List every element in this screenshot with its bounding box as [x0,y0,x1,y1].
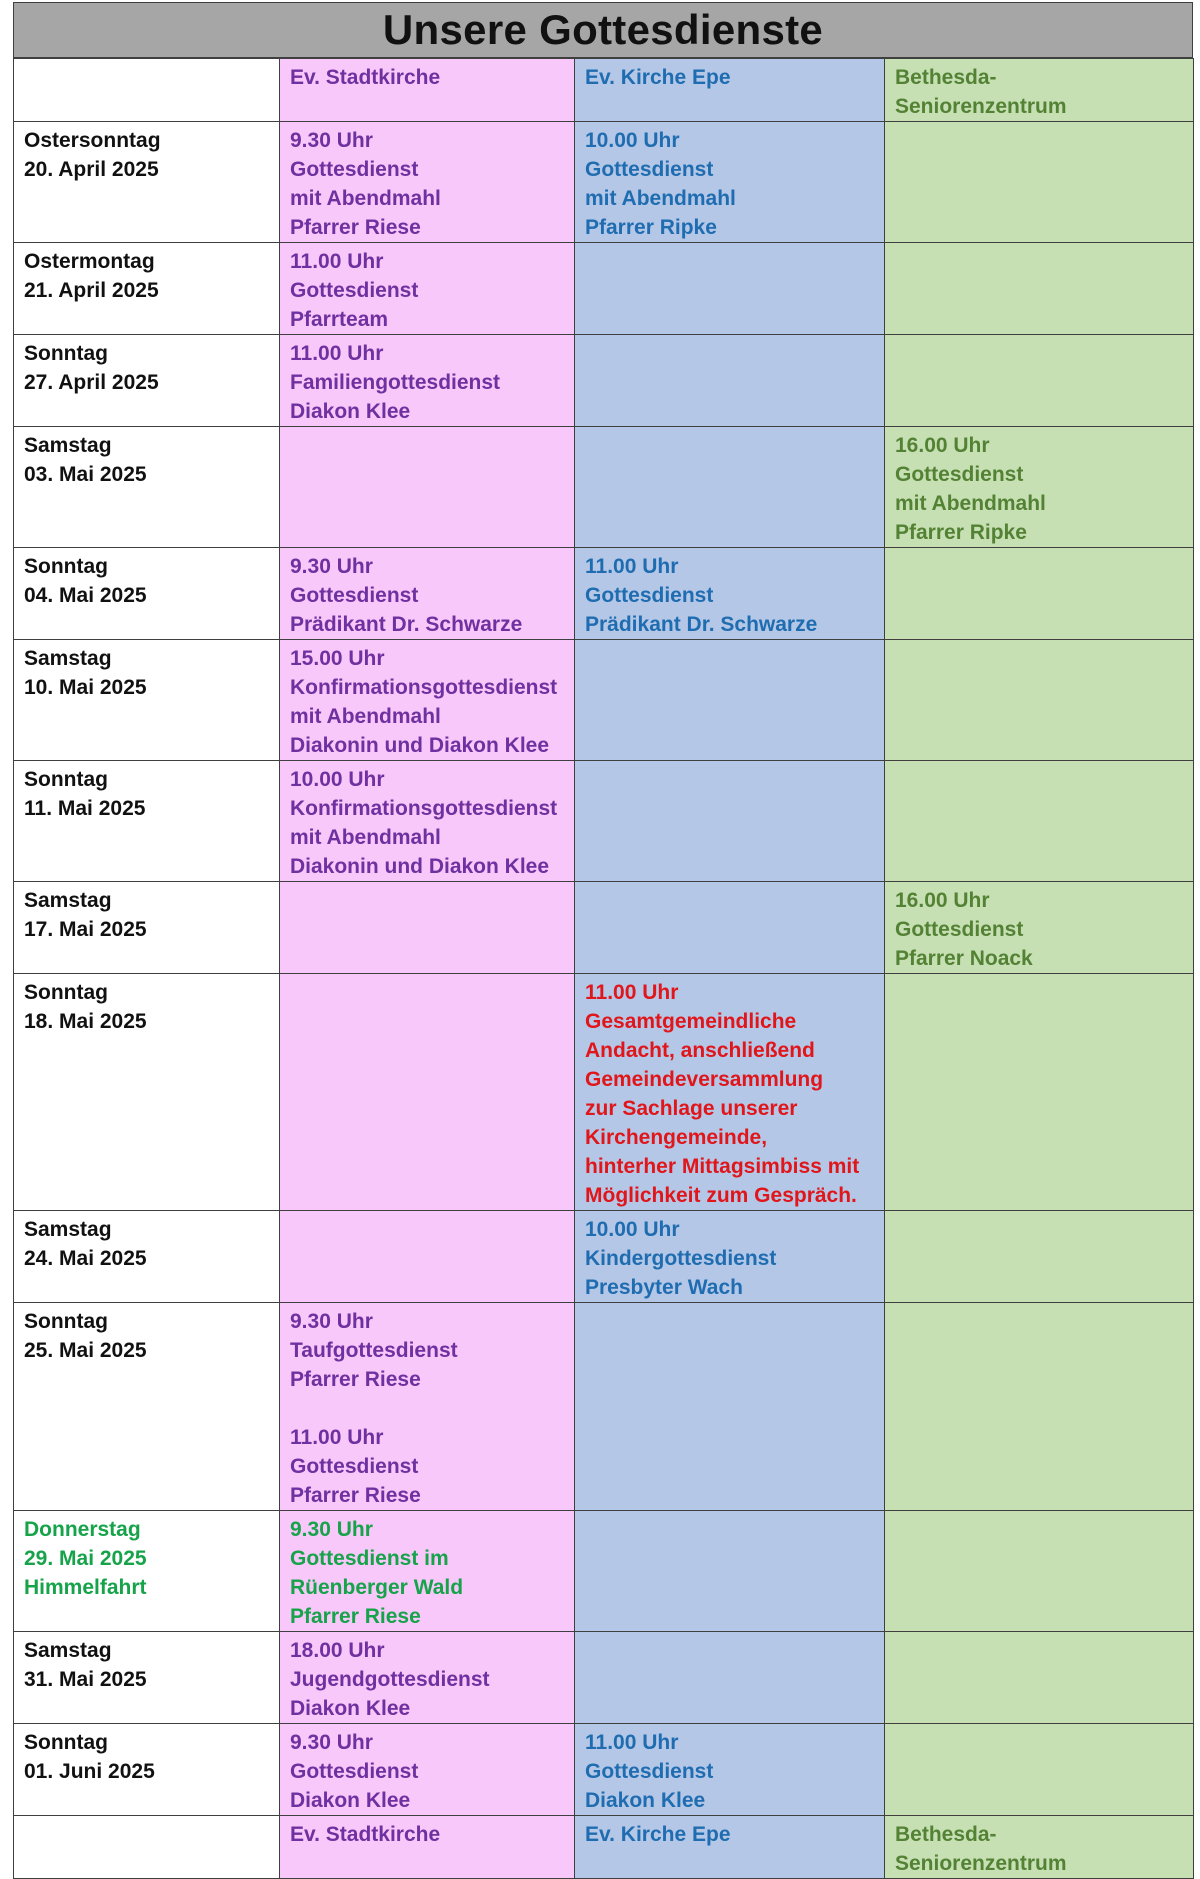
service-entry-line: Pfarrer Ripke [585,216,717,239]
service-entry-line: Prädikant Dr. Schwarze [585,613,818,636]
date-line: 17. Mai 2025 [24,918,147,941]
footer-bethesda [885,1816,1194,1879]
service-entry-line: Pfarrer Ripke [895,521,1027,544]
stadtkirche-cell [280,1632,575,1724]
service-entry-line: 16.00 Uhr [895,889,990,912]
date-cell [14,640,280,761]
service-entry-line: Gottesdienst [895,918,1024,941]
service-entry-line: Gemeindeversammlung [585,1068,824,1091]
service-entry-line: Rüenberger Wald [290,1576,464,1599]
service-entry-line: 9.30 Uhr [290,1310,373,1333]
epe-cell [575,1211,885,1303]
date-cell [14,1303,280,1511]
service-entry-line: 9.30 Uhr [290,1731,373,1754]
service-entry-line: Gottesdienst [585,158,714,181]
service-entry-line: 9.30 Uhr [290,129,373,152]
service-entry-line: 10.00 Uhr [585,1218,680,1241]
service-entry-line: mit Abendmahl [290,826,441,849]
epe-cell [575,974,885,1211]
date-line: Sonntag [24,1731,108,1754]
date-line: Samstag [24,434,112,457]
schedule-row [14,1632,1194,1724]
bethesda-cell [885,335,1194,427]
epe-cell [575,761,885,882]
date-line: 04. Mai 2025 [24,584,147,607]
date-line: 20. April 2025 [24,158,159,181]
schedule-row [14,548,1194,640]
date-line: Samstag [24,889,112,912]
bethesda-cell [885,1724,1194,1816]
service-entry-line: Pfarrteam [290,308,389,331]
schedule-row [14,122,1194,243]
date-line: 10. Mai 2025 [24,676,147,699]
date-line: Sonntag [24,1310,108,1333]
date-cell [14,1511,280,1632]
service-entry-line: mit Abendmahl [895,492,1046,515]
stadtkirche-cell [280,974,575,1211]
epe-cell [575,1632,885,1724]
service-entry-line: Prädikant Dr. Schwarze [290,613,523,636]
stadtkirche-cell [280,1303,575,1511]
service-entry-line: Presbyter Wach [585,1276,743,1299]
stadtkirche-cell [280,243,575,335]
service-entry-line: Kirchengemeinde, [585,1126,768,1149]
service-entry-line: mit Abendmahl [585,187,736,210]
date-line: 21. April 2025 [24,279,159,302]
footer-epe [575,1816,885,1879]
bethesda-cell [885,548,1194,640]
date-cell [14,974,280,1211]
footer-row [14,1816,1194,1879]
epe-cell [575,427,885,548]
schedule-row [14,1211,1194,1303]
date-cell [14,427,280,548]
service-entry-line: Gottesdienst [585,584,714,607]
epe-cell [575,1303,885,1511]
stadtkirche-cell [280,1211,575,1303]
bethesda-cell [885,243,1194,335]
footer-bethesda-label-2: Seniorenzentrum [895,1852,1067,1875]
service-entry-line: Gottesdienst [290,279,419,302]
date-cell [14,548,280,640]
header-bethesda-label-2: Seniorenzentrum [895,95,1067,118]
date-cell [14,1211,280,1303]
service-entry-line: Pfarrer Riese [290,1605,421,1628]
service-entry-line: 18.00 Uhr [290,1639,385,1662]
date-line: Sonntag [24,768,108,791]
header-bethesda-label-1: Bethesda- [895,66,997,89]
service-entry-line: Taufgottesdienst [290,1339,458,1362]
schedule-row [14,640,1194,761]
schedule-row [14,1511,1194,1632]
service-entry-line: Möglichkeit zum Gespräch. [585,1184,857,1207]
service-entry-line: Pfarrer Riese [290,1484,421,1507]
service-entry-line: Kindergottesdienst [585,1247,777,1270]
service-entry-line: Diakon Klee [290,1697,411,1720]
date-line: 27. April 2025 [24,371,159,394]
service-entry-line: Gottesdienst [290,158,419,181]
schedule-row [14,1724,1194,1816]
date-line: Ostermontag [24,250,155,273]
service-entry-line: zur Sachlage unserer [585,1097,798,1120]
footer-stadtkirche-label: Ev. Stadtkirche [290,1823,441,1846]
schedule-row [14,335,1194,427]
header-row [14,59,1194,122]
stadtkirche-cell [280,761,575,882]
service-entry-line: Konfirmationsgottesdienst [290,676,558,699]
service-entry-line: Gottesdienst [290,1455,419,1478]
date-cell [14,1632,280,1724]
date-cell [14,882,280,974]
service-entry-line: Diakon Klee [290,1789,411,1812]
date-cell [14,243,280,335]
service-entry-line: Gottesdienst [290,584,419,607]
schedule-sheet [13,2,1193,1879]
service-entry-line: 16.00 Uhr [895,434,990,457]
header-stadtkirche-label: Ev. Stadtkirche [290,66,441,89]
date-line: Samstag [24,647,112,670]
service-entry-line: Gesamtgemeindliche [585,1010,797,1033]
bethesda-cell [885,427,1194,548]
header-epe-label: Ev. Kirche Epe [585,66,731,89]
epe-cell [575,122,885,243]
date-cell [14,122,280,243]
schedule-row [14,427,1194,548]
date-line: Samstag [24,1639,112,1662]
schedule-body [14,59,1194,1816]
schedule-row [14,1303,1194,1511]
date-line: 18. Mai 2025 [24,1010,147,1033]
service-entry-line: Gottesdienst [585,1760,714,1783]
service-schedule-table [13,58,1194,1879]
date-line: 11. Mai 2025 [24,797,146,820]
date-cell [14,761,280,882]
footer-bethesda-label-1: Bethesda- [895,1823,997,1846]
service-entry-line: 15.00 Uhr [290,647,385,670]
service-entry-line: 10.00 Uhr [290,768,385,791]
service-entry-line: Diakon Klee [585,1789,706,1812]
bethesda-cell [885,1632,1194,1724]
service-entry-line: 11.00 Uhr [290,342,384,365]
bethesda-cell [885,122,1194,243]
stadtkirche-cell [280,122,575,243]
epe-cell [575,882,885,974]
service-entry-line: mit Abendmahl [290,187,441,210]
bethesda-cell [885,1303,1194,1511]
epe-cell [575,548,885,640]
date-cell [14,335,280,427]
stadtkirche-cell [280,427,575,548]
stadtkirche-cell [280,548,575,640]
page-title: Unsere Gottesdienste [13,2,1193,58]
service-entry-line: Pfarrer Riese [290,216,421,239]
service-entry-line: Andacht, anschließend [585,1039,815,1062]
header-epe [575,59,885,122]
header-empty-cell [14,59,280,122]
service-entry-line: 9.30 Uhr [290,555,373,578]
epe-cell [575,335,885,427]
service-entry-line: Diakonin und Diakon Klee [290,855,550,878]
bethesda-cell [885,882,1194,974]
epe-cell [575,1511,885,1632]
service-entry-line: Gottesdienst [290,1760,419,1783]
stadtkirche-cell [280,640,575,761]
service-entry-line: 11.00 Uhr [290,250,384,273]
bethesda-cell [885,1511,1194,1632]
date-line: Sonntag [24,981,108,1004]
service-entry-line: Gottesdienst im [290,1547,449,1570]
date-line: 25. Mai 2025 [24,1339,147,1362]
service-entry-line: 11.00 Uhr [290,1426,384,1449]
epe-cell [575,243,885,335]
date-line: 03. Mai 2025 [24,463,147,486]
service-entry-line: 11.00 Uhr [585,555,679,578]
service-entry-line: hinterher Mittagsimbiss mit [585,1155,860,1178]
footer-empty-cell [14,1816,280,1879]
service-entry-line: Diakon Klee [290,400,411,423]
date-line: 31. Mai 2025 [24,1668,147,1691]
service-entry-line: Konfirmationsgottesdienst [290,797,558,820]
service-entry-line: Familiengottesdienst [290,371,501,394]
service-entry-line: Gottesdienst [895,463,1024,486]
schedule-row [14,761,1194,882]
date-line: 24. Mai 2025 [24,1247,147,1270]
date-line: Samstag [24,1218,112,1241]
stadtkirche-cell [280,1511,575,1632]
date-line: 29. Mai 2025 [24,1547,147,1570]
service-entry-line: 11.00 Uhr [585,1731,679,1754]
bethesda-cell [885,1211,1194,1303]
stadtkirche-cell [280,1724,575,1816]
date-line: Himmelfahrt [24,1576,147,1599]
bethesda-cell [885,974,1194,1211]
header-stadtkirche [280,59,575,122]
footer-body [14,1816,1194,1879]
header-bethesda [885,59,1194,122]
footer-epe-label: Ev. Kirche Epe [585,1823,731,1846]
service-entry-line: Pfarrer Riese [290,1368,421,1391]
footer-stadtkirche [280,1816,575,1879]
date-line: Sonntag [24,342,108,365]
date-line: Sonntag [24,555,108,578]
date-line: Ostersonntag [24,129,161,152]
service-entry-line: 9.30 Uhr [290,1518,373,1541]
epe-cell [575,640,885,761]
date-cell [14,1724,280,1816]
date-line: 01. Juni 2025 [24,1760,155,1783]
epe-cell [575,1724,885,1816]
schedule-row [14,974,1194,1211]
service-entry-line: mit Abendmahl [290,705,441,728]
service-entry-line: Diakonin und Diakon Klee [290,734,550,757]
stadtkirche-cell [280,882,575,974]
service-entry-line: Jugendgottesdienst [290,1668,490,1691]
service-entry-line: 10.00 Uhr [585,129,680,152]
bethesda-cell [885,640,1194,761]
bethesda-cell [885,761,1194,882]
schedule-row [14,243,1194,335]
stadtkirche-cell [280,335,575,427]
schedule-row [14,882,1194,974]
entry-spacer [290,1394,564,1423]
service-entry-line: Pfarrer Noack [895,947,1033,970]
service-entry-line: 11.00 Uhr [585,981,679,1004]
date-line: Donnerstag [24,1518,141,1541]
